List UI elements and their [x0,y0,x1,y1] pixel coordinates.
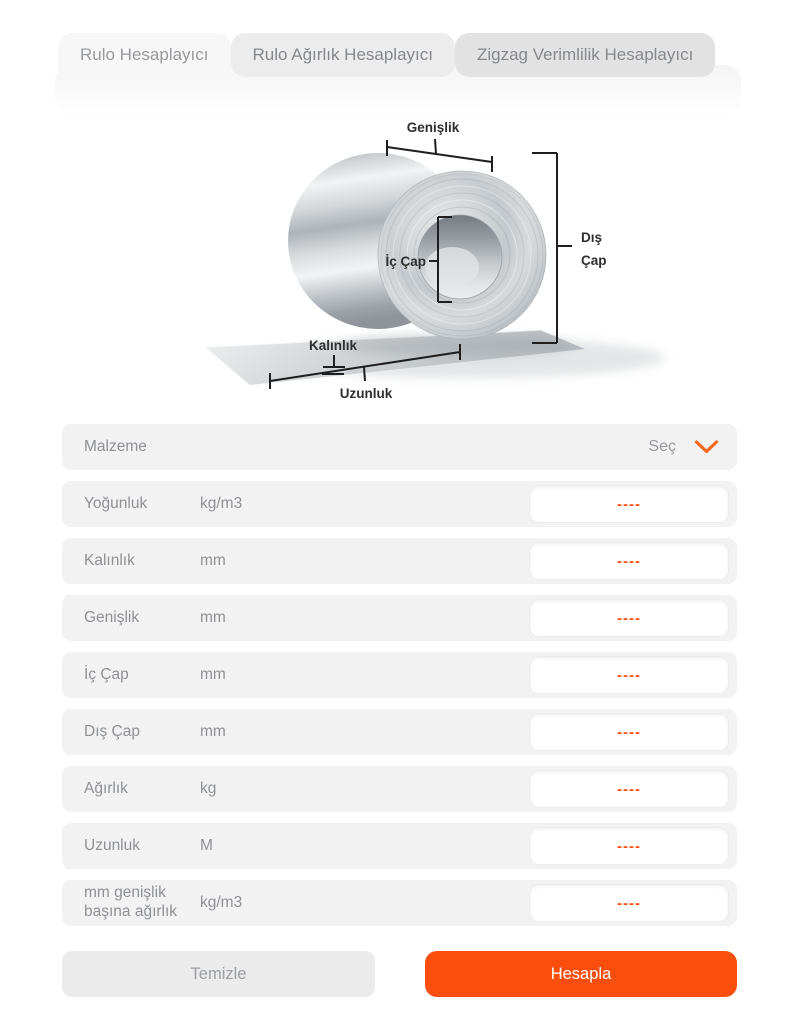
diagram-label-outer-diameter-line2: Çap [581,253,607,268]
field-unit: kg/m3 [200,894,243,911]
field-input[interactable] [529,656,729,694]
clear-button[interactable]: Temizle [62,951,375,997]
field-input[interactable] [529,713,729,751]
field-label: İç Çap [84,665,129,683]
field-unit: mm [200,552,226,569]
field-input[interactable] [529,542,729,580]
field-input[interactable] [529,485,729,523]
diagram-label-outer-diameter-line1: Dış [581,230,603,245]
field-input[interactable] [529,770,729,808]
form-row [62,538,737,584]
action-buttons [62,951,737,997]
diagram-label-inner-diameter: İç Çap [385,254,426,269]
form-rows [62,481,737,926]
coil-illustration [0,115,786,423]
material-label: Malzeme [84,437,147,455]
form-row [62,766,737,812]
field-label: Uzunluk [84,836,140,854]
tab-bar [0,0,786,77]
form-row [62,880,737,926]
tab-label: Rulo Hesaplayıcı [80,45,209,64]
calculate-button[interactable]: Hesapla [425,951,737,997]
field-unit: mm [200,666,226,683]
field-label: Genişlik [84,608,140,626]
form-row [62,709,737,755]
form-row [62,481,737,527]
calculator-form [62,424,737,926]
field-unit: mm [200,723,226,740]
coil-hole-highlight [425,247,479,287]
diagram-label-thickness: Kalınlık [308,338,358,353]
field-label: Yoğunluk [84,494,148,512]
tab-label: Zigzag Verimlilik Hesaplayıcı [476,45,694,64]
diagram-label-width: Genişlik [406,120,460,135]
field-unit: kg/m3 [200,495,243,512]
field-input[interactable] [529,884,729,922]
tab-item[interactable] [231,33,455,77]
form-row [62,595,737,641]
field-unit: M [200,837,213,854]
material-select[interactable] [648,438,729,456]
tab-item[interactable] [455,33,715,77]
field-input[interactable] [529,827,729,865]
tab-item[interactable] [58,33,231,77]
field-label: Kalınlık [84,551,135,569]
form-row [62,823,737,869]
field-label: Ağırlık [84,779,128,797]
material-select-value[interactable]: Seç [648,438,676,455]
field-label: mm genişlik başına ağırlık [84,884,178,920]
field-unit: mm [200,609,226,626]
diagram-label-length: Uzunluk [339,386,393,401]
form-row [62,652,737,698]
field-unit: kg [200,780,217,797]
coil-diagram [0,115,786,423]
tab-label: Rulo Ağırlık Hesaplayıcı [252,45,433,64]
field-input[interactable] [529,599,729,637]
material-row [62,424,737,470]
chevron-down-icon[interactable] [694,440,719,454]
field-label: Dış Çap [84,722,140,740]
